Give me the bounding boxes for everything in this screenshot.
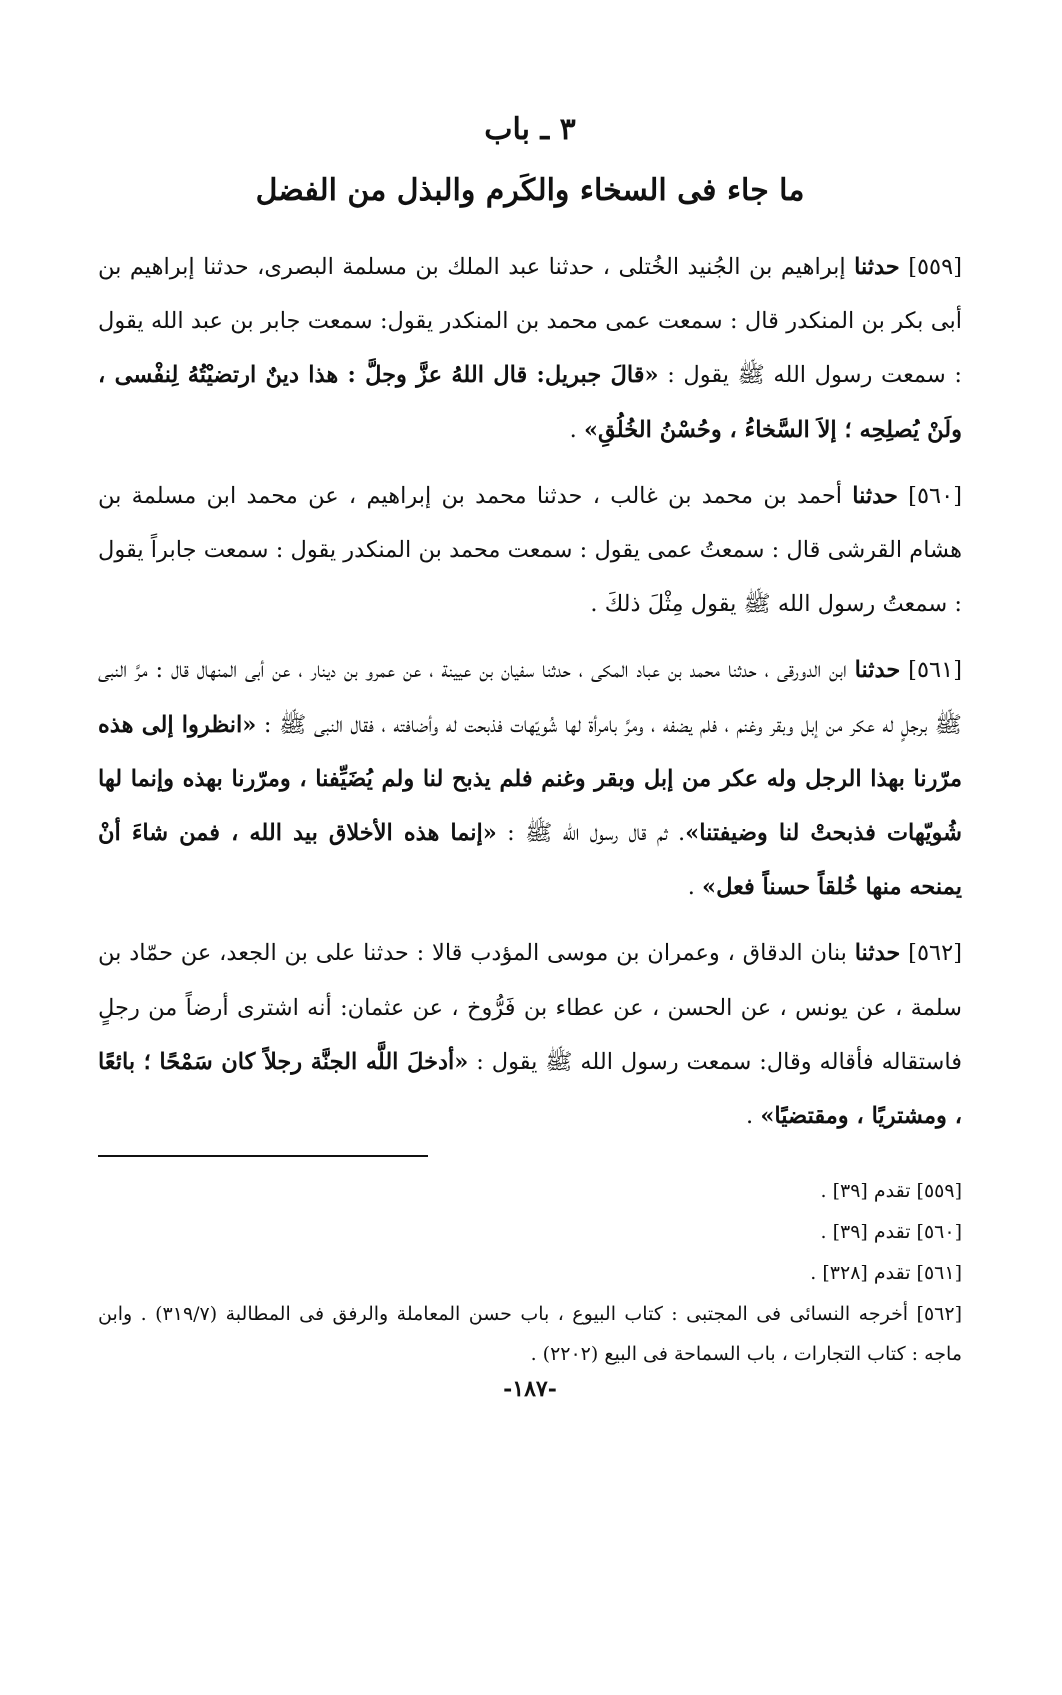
hadith-lead: حدثنا xyxy=(854,940,901,967)
hadith-matn: «أدخلَ اللَّه الجنَّة رجلاً كان سَمْحًا ؛ بائعًا ، ومشتريًا ، ومقتضيًا» xyxy=(98,1048,962,1130)
page-number: -١٨٧- xyxy=(503,1376,557,1403)
hadith-tail: . xyxy=(569,416,584,443)
hadith-lead: حدثنا xyxy=(852,482,898,509)
hadith-number: [٥٦٢] xyxy=(908,940,962,967)
footnotes xyxy=(98,1171,962,1374)
hadith-matn-2: «إنما هذه الأخلاق بيد الله ، فمن شاءَ أنْ يمنحه منها خُلقاً حسناً فعل» xyxy=(98,820,962,901)
hadith-matn: «انظروا إلى هذه مرّرنا بهذا الرجل وله عكر من إبل وبقر وغنم فلم يذبح لنا ولم يُضَيِّفنا ، ومرّرنا بهذه وإنما لها شُويّهات فذبحتْ لنا وضيفتنا» xyxy=(98,711,963,847)
hadith-number: [٥٥٩] xyxy=(908,254,963,280)
hadith-560 xyxy=(98,469,962,632)
footnote-separator xyxy=(98,1155,428,1157)
hadith-lead: حدثنا xyxy=(854,254,900,280)
hadith-559 xyxy=(98,240,962,457)
chapter-title: ما جاء فى السخاء والكَرم والبذل من الفضل xyxy=(255,173,805,208)
hadith-562 xyxy=(98,926,962,1143)
footnote-562: [٥٦٢] أخرجه النسائى فى المجتبى : كتاب البيوع ، باب حسن المعاملة والرفق فى المطالبة (٣١٩/٧) . وابن ماجه : كتاب التجارات ، باب السماحة فى البيع (٢٢٠٢) . xyxy=(98,1303,962,1366)
hadith-isnad: أحمد بن محمد بن غالب ، حدثنا محمد بن إبراهيم ، عن محمد ابن مسلمة بن هشام القرشى قال : سمعتُ عمى يقول : سمعت محمد بن المنكدر يقول : سمعت جابراً يقول : سمعتُ رسول الله ﷺ يقول مِثْلَ ذلكَ . xyxy=(98,482,962,618)
hadith-number: [٥٦١] xyxy=(908,657,962,684)
hadith-tail-2: . xyxy=(687,874,703,901)
footnote-561: [٥٦١] تقدم [٣٢٨] . xyxy=(810,1262,962,1285)
hadith-matn: «قالَ جبريل: قال اللهُ عزَّ وجلَّ : هذا دينٌ ارتضيْتُهُ لِنفْسى ، ولَنْ يُصلِحِه ؛ إلاَ السَّخاءُ ، وحُسْنُ الخُلُقِ» xyxy=(98,362,962,443)
footnote-560: [٥٦٠] تقدم [٣٩] . xyxy=(820,1221,962,1244)
chapter-number: ٣ ـ باب xyxy=(484,112,576,147)
hadith-isnad: ابن الدورقى ، حدثنا محمد بن عباد المكى ، حدثنا سفيان بن عيينة ، عن عمرو بن دينار ، عن أبى المنهال قال : مرَّ النبى ﷺ برجلٍ له عكر من إبل وبقر وغنم ، فلم يضفه ، ومرَّ بامرأة لها شُويّهات فذبحت له وأضافته ، فقال النبى ﷺ : xyxy=(98,657,962,738)
hadith-isnad: إبراهيم بن الجُنيد الخُتلى ، حدثنا عبد الملك بن مسلمة البصرى، حدثنا إبراهيم بن أبى بكر بن المنكدر قال : سمعت عمى محمد بن المنكدر يقول: سمعت جابر بن عبد الله يقول : سمعت رسول الله ﷺ يقول : xyxy=(98,254,962,389)
hadith-lead: حدثنا xyxy=(854,657,901,684)
footnote-559: [٥٥٩] تقدم [٣٩] . xyxy=(820,1180,962,1203)
hadith-561 xyxy=(98,643,962,914)
hadith-isnad: بنان الدقاق ، وعمران بن موسى المؤدب قالا : حدثنا على بن الجعد، عن حمّاد بن سلمة ، عن يونس ، عن الحسن ، عن عطاء بن فَرُّوخ ، عن عثمان: أنه اشترى أرضاً من رجلٍ فاستقاله فأقاله وقال: سمعت رسول الله ﷺ يقول : xyxy=(98,940,962,1075)
hadith-number: [٥٦٠] xyxy=(908,482,962,509)
hadith-tail: . ثم قال رسول الله ﷺ : xyxy=(496,820,686,847)
hadith-tail: . xyxy=(746,1103,761,1130)
